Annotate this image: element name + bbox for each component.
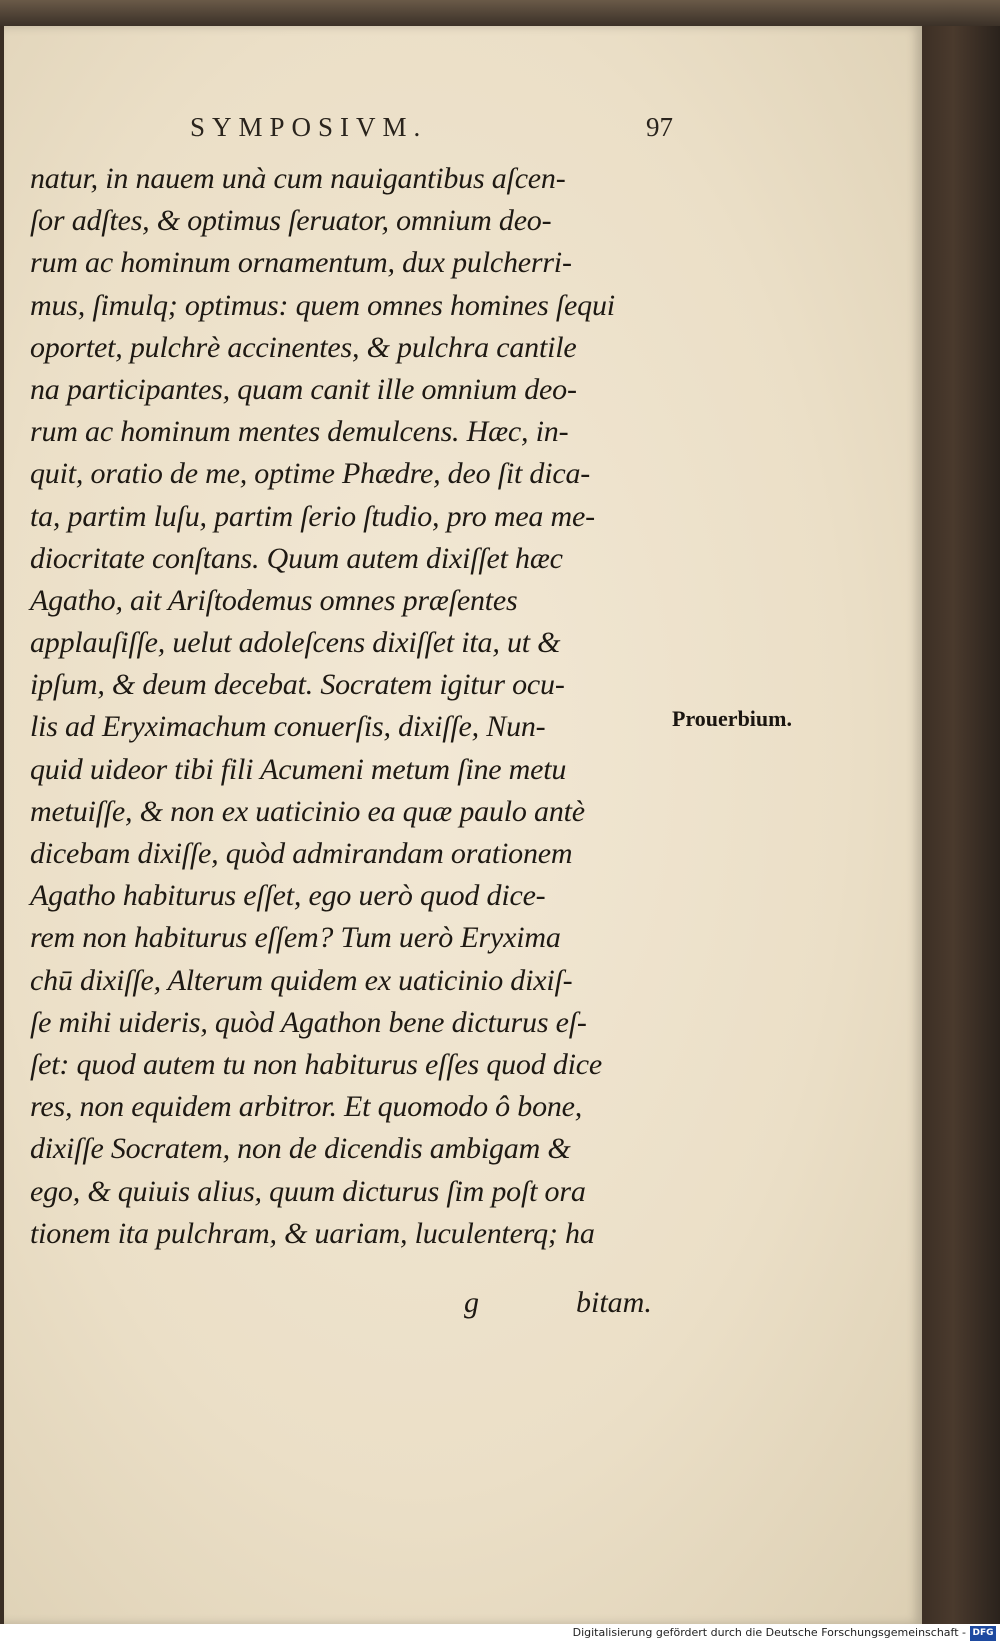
text-line: ta, partim luſu, partim ſerio ſtudio, pro mea me-: [30, 499, 595, 533]
text-line: tionem ita pulchram, & uariam, luculenterq; ha: [30, 1216, 595, 1250]
text-line: ego, & quiuis alius, quum dicturus ſim poſt ora: [30, 1174, 586, 1208]
text-line: ſor adſtes, & optimus ſeruator, omnium deo-: [30, 204, 552, 238]
text-line: dixiſſe Socratem, non de dicendis ambigam &: [30, 1132, 571, 1166]
text-line: quit, oratio de me, optime Phædre, deo ſit dica-: [30, 457, 591, 491]
text-line: applauſiſſe, uelut adoleſcens dixiſſet ita, ut &: [30, 626, 561, 660]
text-line: ſe mihi uideris, quòd Agathon bene dicturus eſ-: [30, 1005, 587, 1039]
main-text-block: [30, 158, 680, 1255]
text-line: res, non equidem arbitror. Et quomodo ô bone,: [30, 1090, 583, 1124]
text-line: rem non habiturus eſſem? Tum uerò Eryxima: [30, 921, 561, 955]
text-line: natur, in nauem unà cum nauigantibus aſcen-: [30, 162, 566, 195]
signature-mark: g: [464, 1286, 479, 1319]
funding-credit: Digitalisierung gefördert durch die Deutsche Forschungsgemeinschaft -: [572, 1626, 966, 1639]
page-number: 97: [646, 112, 673, 142]
text-line: lis ad Eryximachum conuerſis, dixiſſe, Nun-: [30, 710, 546, 744]
dfg-logo-icon: DFG: [970, 1626, 996, 1641]
text-line: oportet, pulchrè accinentes, & pulchra cantile: [30, 330, 577, 364]
text-line: mus, ſimulq; optimus: quem omnes homines ſequi: [30, 288, 615, 322]
marginal-note: Prouerbium.: [672, 706, 792, 731]
page-edge: [922, 26, 1000, 1624]
catchword-row: [30, 1286, 680, 1330]
text-line: ſet: quod autem tu non habiturus eſſes quod dice: [30, 1047, 602, 1081]
text-line: rum ac hominum mentes demulcens. Hæc, in-: [30, 415, 569, 449]
text-line: Agatho habiturus eſſet, ego uerò quod dice-: [30, 879, 546, 913]
text-line: quid uideor tibi fili Acumeni metum ſine metu: [30, 752, 567, 786]
running-head: SYMPOSIVM.: [190, 112, 428, 142]
text-line: rum ac hominum ornamentum, dux pulcherri-: [30, 246, 572, 280]
text-line: chū dixiſſe, Alterum quidem ex uaticinio dixiſ-: [30, 963, 573, 997]
text-line: diocritate conſtans. Quum autem dixiſſet hæc: [30, 541, 563, 575]
scan-top-strip: [0, 0, 1000, 26]
text-line: Agatho, ait Ariſtodemus omnes præſentes: [30, 583, 518, 617]
footer-bar: [0, 1624, 1000, 1644]
catchword: bitam.: [576, 1286, 652, 1319]
text-line: ipſum, & deum decebat. Socratem igitur ocu-: [30, 668, 565, 702]
text-line: na participantes, quam canit ille omnium deo-: [30, 372, 577, 406]
text-line: metuiſſe, & non ex uaticinio ea quæ paulo antè: [30, 794, 585, 828]
text-line: dicebam dixiſſe, quòd admirandam orationem: [30, 837, 573, 870]
